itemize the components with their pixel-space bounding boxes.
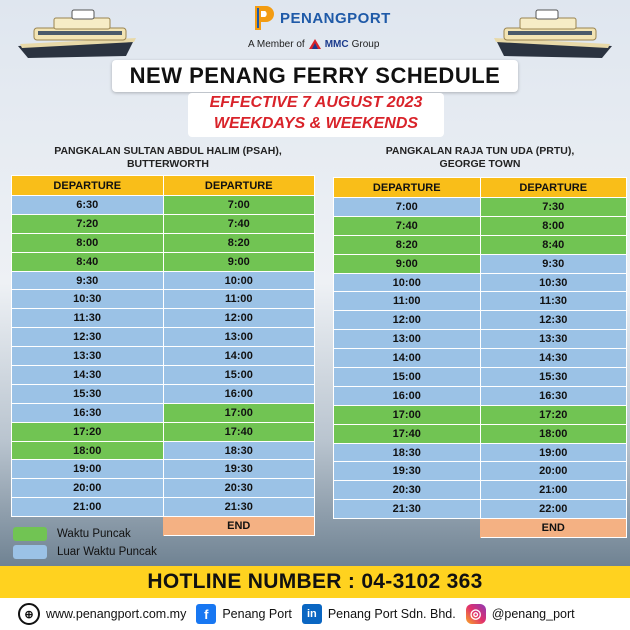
departure-time-cell: 8:20 — [163, 233, 315, 252]
linkedin-text: Penang Port Sdn. Bhd. — [327, 607, 456, 621]
departure-time-cell: 14:30 — [480, 349, 627, 368]
table-row — [12, 498, 315, 517]
departure-time-cell: 15:00 — [334, 368, 481, 387]
departure-time-cell: 18:30 — [163, 441, 315, 460]
departure-time-cell: 10:00 — [334, 273, 481, 292]
legend-off-peak-label: Luar Waktu Puncak — [57, 546, 157, 558]
table-row — [334, 254, 627, 273]
departure-time-cell: 8:20 — [334, 235, 481, 254]
departure-time-cell: 11:30 — [12, 309, 164, 328]
departure-time-cell: 13:30 — [480, 330, 627, 349]
departure-time-cell: 19:30 — [163, 460, 315, 479]
globe-icon: ⊕ — [18, 603, 40, 625]
departure-time-cell: 14:30 — [12, 366, 164, 385]
departure-time-cell: 19:30 — [334, 462, 481, 481]
instagram-icon: ◎ — [466, 604, 486, 624]
departure-time-cell: 15:30 — [12, 384, 164, 403]
departure-time-cell: 9:00 — [163, 252, 315, 271]
departure-time-cell: 10:30 — [12, 290, 164, 309]
subtitle-banner — [188, 93, 444, 137]
member-prefix: A Member of — [248, 38, 305, 50]
departure-time-cell: 10:30 — [480, 273, 627, 292]
table-row — [12, 328, 315, 347]
departure-time-cell: 21:00 — [12, 498, 164, 517]
legend-off-peak-swatch — [13, 545, 47, 559]
departure-time-cell: 7:40 — [163, 214, 315, 233]
left-terminal-line1: PANGKALAN SULTAN ABDUL HALIM (PSAH), — [54, 145, 282, 157]
table-row — [334, 292, 627, 311]
departure-time-cell: 20:00 — [480, 462, 627, 481]
departure-time-cell: 6:30 — [12, 196, 164, 215]
ferry-icon — [486, 6, 616, 62]
table-row — [334, 481, 627, 500]
departure-time-cell: 14:00 — [163, 347, 315, 366]
departure-time-cell: 18:00 — [480, 424, 627, 443]
departure-time-cell: 11:00 — [334, 292, 481, 311]
instagram-text: @penang_port — [491, 607, 575, 621]
page-title: NEW PENANG FERRY SCHEDULE — [129, 63, 501, 88]
departure-time-cell: 11:00 — [163, 290, 315, 309]
departure-time-cell: 10:00 — [163, 271, 315, 290]
departure-time-cell: 8:40 — [480, 235, 627, 254]
footer — [0, 598, 630, 630]
right-terminal-line2: GEORGE TOWN — [439, 158, 521, 170]
linkedin-icon: in — [302, 604, 322, 624]
table-row — [334, 519, 627, 538]
departure-time-cell: 12:30 — [12, 328, 164, 347]
table-row — [334, 443, 627, 462]
left-schedule-body — [12, 196, 315, 536]
departure-time-cell: 18:30 — [334, 443, 481, 462]
table-row — [12, 252, 315, 271]
departure-time-cell: 7:30 — [480, 198, 627, 217]
departure-time-cell: 21:00 — [480, 481, 627, 500]
departure-time-cell: 15:00 — [163, 366, 315, 385]
departure-time-cell: 19:00 — [480, 443, 627, 462]
linkedin-link[interactable] — [302, 604, 456, 624]
table-row — [12, 422, 315, 441]
table-row — [334, 368, 627, 387]
ferry-icon — [14, 6, 144, 62]
left-schedule-table — [11, 175, 315, 536]
departure-time-cell: 17:40 — [163, 422, 315, 441]
empty-cell — [334, 519, 481, 538]
member-line — [248, 38, 388, 50]
facebook-icon: f — [196, 604, 216, 624]
table-header-row — [334, 178, 627, 198]
departure-time-cell: 13:00 — [334, 330, 481, 349]
website-link[interactable] — [18, 603, 186, 625]
table-row — [12, 460, 315, 479]
table-row — [334, 405, 627, 424]
table-row — [334, 311, 627, 330]
legend-peak-swatch — [13, 527, 47, 541]
right-terminal-line1: PANGKALAN RAJA TUN UDA (PRTU), — [385, 145, 575, 157]
brand-name: PENANGPORT — [280, 9, 391, 27]
departure-time-cell: 9:30 — [480, 254, 627, 273]
departure-time-cell: 12:00 — [334, 311, 481, 330]
departure-time-cell: 19:00 — [12, 460, 164, 479]
right-terminal-heading — [350, 145, 610, 171]
table-row — [334, 198, 627, 217]
departure-time-cell: 17:20 — [480, 405, 627, 424]
departure-time-cell: 17:20 — [12, 422, 164, 441]
departure-time-cell: 11:30 — [480, 292, 627, 311]
departure-time-cell: 7:20 — [12, 214, 164, 233]
departure-time-cell: 16:00 — [334, 386, 481, 405]
departure-time-cell: 21:30 — [163, 498, 315, 517]
table-row — [12, 214, 315, 233]
departure-time-cell: 8:40 — [12, 252, 164, 271]
facebook-text: Penang Port — [222, 607, 292, 621]
departure-time-cell: 8:00 — [12, 233, 164, 252]
member-group: MMC — [324, 38, 349, 50]
departure-time-cell: 13:30 — [12, 347, 164, 366]
column-header: DEPARTURE — [12, 176, 164, 196]
legend-peak-label: Waktu Puncak — [57, 528, 131, 540]
table-row — [334, 386, 627, 405]
penangport-logo-icon — [252, 4, 276, 32]
departure-time-cell: 22:00 — [480, 500, 627, 519]
table-row — [12, 347, 315, 366]
table-row — [12, 309, 315, 328]
table-row — [334, 273, 627, 292]
departure-time-cell: 9:30 — [12, 271, 164, 290]
column-header: DEPARTURE — [163, 176, 315, 196]
table-row — [12, 366, 315, 385]
table-row — [12, 384, 315, 403]
table-row — [334, 235, 627, 254]
departure-time-cell: 7:00 — [334, 198, 481, 217]
departure-time-cell: 7:40 — [334, 216, 481, 235]
table-row — [334, 462, 627, 481]
days-label: WEEKDAYS & WEEKENDS — [213, 115, 419, 132]
instagram-link[interactable] — [466, 604, 575, 624]
departure-time-cell: 8:00 — [480, 216, 627, 235]
hotline-text: HOTLINE NUMBER : 04-3102 363 — [147, 570, 483, 593]
departure-time-cell: 17:00 — [334, 405, 481, 424]
table-row — [334, 424, 627, 443]
departure-time-cell: 9:00 — [334, 254, 481, 273]
departure-time-cell: 17:40 — [334, 424, 481, 443]
website-text: www.penangport.com.my — [46, 607, 187, 621]
left-terminal-heading — [38, 145, 298, 171]
facebook-link[interactable] — [196, 604, 292, 624]
table-header-row — [12, 176, 315, 196]
departure-time-cell: 18:00 — [12, 441, 164, 460]
left-terminal-line2: BUTTERWORTH — [126, 158, 210, 170]
column-header: DEPARTURE — [480, 178, 627, 198]
departure-time-cell: 20:00 — [12, 479, 164, 498]
table-row — [334, 349, 627, 368]
member-suffix: Group — [351, 38, 380, 50]
departure-time-cell: 16:00 — [163, 384, 315, 403]
table-row — [12, 233, 315, 252]
departure-time-cell: END — [480, 519, 627, 538]
departure-time-cell: END — [163, 517, 315, 536]
table-row — [12, 441, 315, 460]
table-row — [334, 330, 627, 349]
right-schedule-table — [333, 177, 627, 538]
departure-time-cell: 15:30 — [480, 368, 627, 387]
penangport-logo — [252, 4, 392, 32]
departure-time-cell: 16:30 — [480, 386, 627, 405]
right-schedule-body — [334, 198, 627, 538]
table-row — [334, 500, 627, 519]
legend-peak — [13, 527, 131, 541]
departure-time-cell: 20:30 — [163, 479, 315, 498]
departure-time-cell: 13:00 — [163, 328, 315, 347]
departure-time-cell: 16:30 — [12, 403, 164, 422]
departure-time-cell: 7:00 — [163, 196, 315, 215]
table-row — [12, 271, 315, 290]
table-row — [334, 216, 627, 235]
departure-time-cell: 14:00 — [334, 349, 481, 368]
table-row — [12, 290, 315, 309]
departure-time-cell: 21:30 — [334, 500, 481, 519]
hotline-banner — [0, 566, 630, 598]
title-banner — [112, 60, 518, 92]
legend-off-peak — [13, 545, 157, 559]
departure-time-cell: 12:00 — [163, 309, 315, 328]
table-row — [12, 479, 315, 498]
effective-date: EFFECTIVE 7 AUGUST 2023 — [209, 94, 423, 111]
departure-time-cell: 12:30 — [480, 311, 627, 330]
table-row — [12, 403, 315, 422]
departure-time-cell: 20:30 — [334, 481, 481, 500]
departure-time-cell: 17:00 — [163, 403, 315, 422]
table-row — [12, 196, 315, 215]
mmc-logo-icon — [308, 38, 322, 50]
column-header: DEPARTURE — [334, 178, 481, 198]
